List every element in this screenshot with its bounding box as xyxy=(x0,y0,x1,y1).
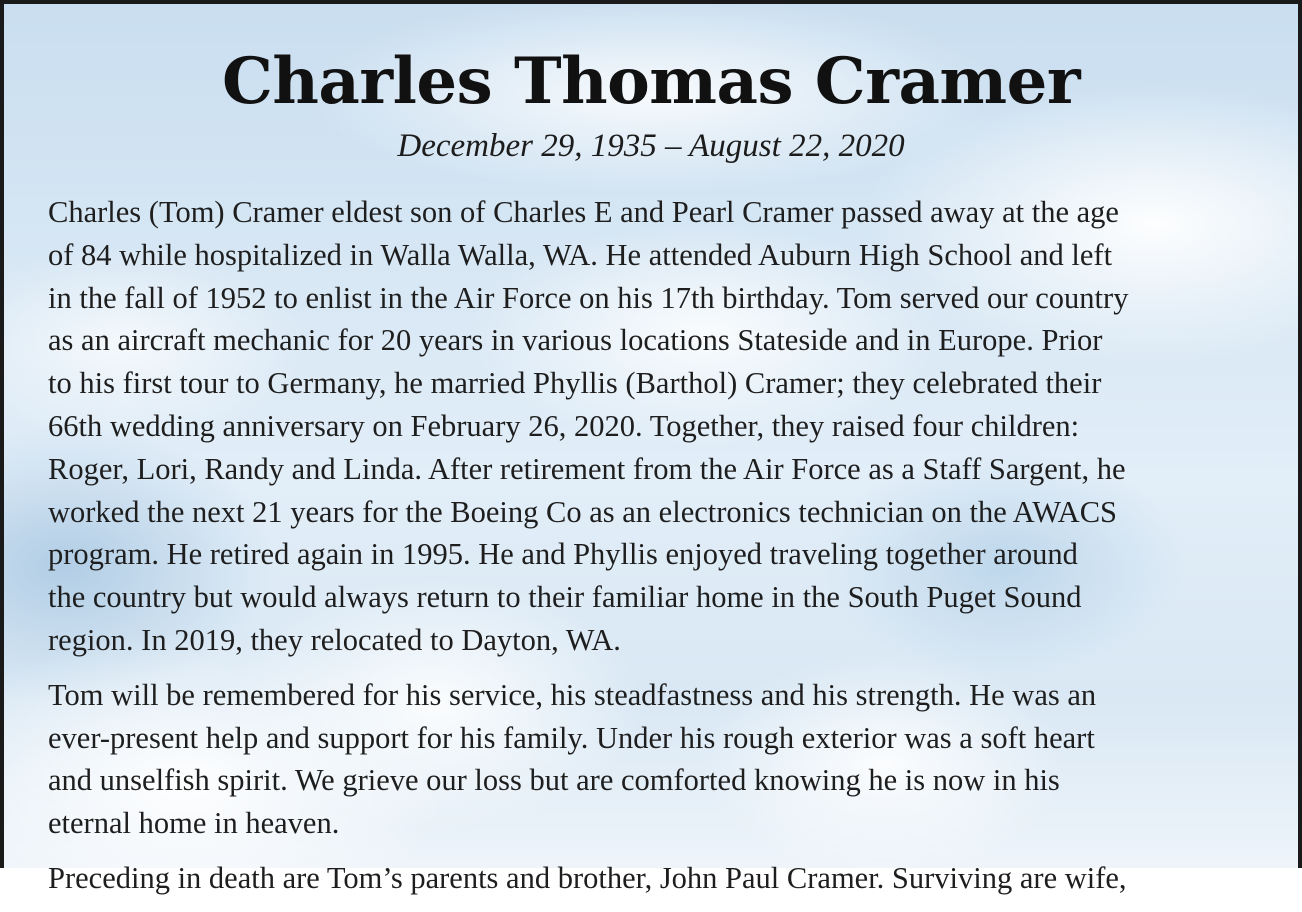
text-line: Roger, Lori, Randy and Linda. After retirement from the Air Force as a Staff Sargent, he xyxy=(48,451,1126,486)
paragraph-remembrance xyxy=(48,674,1278,845)
text-line: and unselfish spirit. We grieve our loss but are comforted knowing he is now in his xyxy=(48,763,1060,798)
obituary-dates: December 29, 1935 – August 22, 2020 xyxy=(397,128,905,164)
text-line: ever-present help and support for his family. Under his rough exterior was a soft heart xyxy=(48,720,1095,755)
text-line: worked the next 21 years for the Boeing Co as an electronics technician on the AWACS xyxy=(48,494,1118,529)
text-line: region. In 2019, they relocated to Dayton, WA. xyxy=(48,622,621,657)
text-line: program. He retired again in 1995. He and Phyllis enjoyed traveling together around xyxy=(48,537,1078,572)
text-line: of 84 while hospitalized in Walla Walla, WA. He attended Auburn High School and left xyxy=(48,237,1113,272)
paragraph-survivors xyxy=(48,857,1278,900)
text-line: to his first tour to Germany, he married Phyllis (Barthol) Cramer; they celebrated their xyxy=(48,366,1102,401)
text-line: in the fall of 1952 to enlist in the Air Force on his 17th birthday. Tom served our country xyxy=(48,280,1129,315)
text-line: eternal home in heaven. xyxy=(48,806,340,841)
text-line: 66th wedding anniversary on February 26, 2020. Together, they raised four children: xyxy=(48,408,1080,443)
obituary-body xyxy=(48,191,1278,912)
text-line: as an aircraft mechanic for 20 years in various locations Stateside and in Europe. Prior xyxy=(48,323,1103,358)
obituary-name: Charles Thomas Cramer xyxy=(221,44,1081,119)
text-line: Charles (Tom) Cramer eldest son of Charles E and Pearl Cramer passed away at the age xyxy=(48,195,1119,229)
paragraph-biography xyxy=(48,191,1278,662)
text-line: Tom will be remembered for his service, his steadfastness and his strength. He was an xyxy=(48,677,1097,712)
text-line: the country but would always return to their familiar home in the South Puget Sound xyxy=(48,580,1082,615)
text-line: Preceding in death are Tom’s parents and brother, John Paul Cramer. Surviving are wife, xyxy=(48,860,1127,895)
